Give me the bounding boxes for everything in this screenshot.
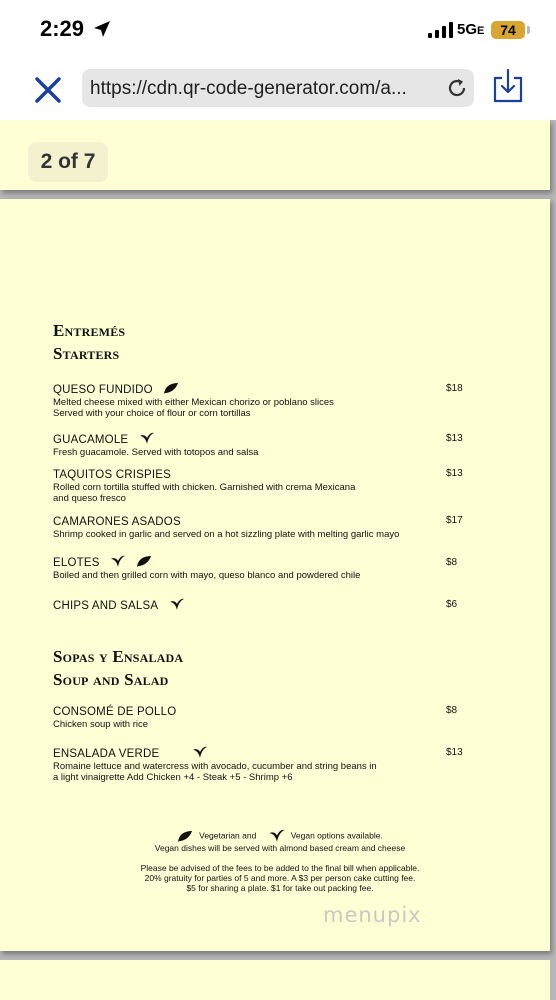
item-description: Boiled and then grilled corn with mayo, queso blanco and powdered chile: [53, 570, 361, 581]
item-price: $6: [446, 599, 458, 610]
item-price: $8: [446, 557, 458, 568]
share-icon[interactable]: [492, 68, 524, 104]
item-description: Melted cheese mixed with either Mexican chorizo or poblano slices: [53, 397, 334, 408]
fees-line: $5 for sharing a plate. $1 for take out packing fee.: [186, 883, 374, 893]
vegetarian-leaf-icon: [163, 382, 179, 395]
status-time: 2:29: [40, 16, 85, 41]
item-price: $13: [446, 433, 463, 444]
page-indicator: 2 of 7: [28, 142, 108, 182]
item-price: $13: [446, 468, 463, 479]
battery-indicator: 74: [491, 21, 525, 39]
close-icon[interactable]: [30, 72, 66, 108]
item-price: $17: [446, 515, 463, 526]
reload-icon[interactable]: [446, 77, 468, 99]
item-price: $13: [446, 747, 463, 758]
menu-item: [53, 596, 493, 614]
url-field[interactable]: [82, 69, 474, 107]
menu-item: [53, 744, 493, 783]
diet-legend: [90, 829, 470, 853]
battery-tip: [527, 26, 530, 34]
menu-item: [53, 512, 493, 541]
vegan-leaf-icon: [139, 432, 155, 445]
section-title-es: Entremés: [53, 321, 126, 340]
section-title-es: Sopas y Ensalada: [53, 647, 184, 666]
section-title-en: Soup and Salad: [53, 670, 169, 689]
pdf-viewer[interactable]: [0, 120, 556, 1000]
vegan-leaf-icon: [267, 829, 287, 843]
item-description: Fresh guacamole. Served with totopos and salsa: [53, 447, 259, 458]
item-description: Chicken soup with rice: [53, 719, 149, 730]
item-price: $18: [446, 383, 463, 394]
item-description: Rolled corn tortilla stuffed with chicken. Garnished with crema Mexicana: [53, 482, 356, 493]
legend-vegetarian: Vegetarian and: [199, 830, 257, 841]
vegan-leaf-icon: [169, 598, 185, 611]
status-bar: [0, 0, 556, 58]
vegetarian-leaf-icon: [136, 555, 152, 568]
network-type: 5GE: [457, 21, 485, 38]
section-title-en: Starters: [53, 344, 120, 363]
fees-line: Please be advised of the fees to be added to the final bill when applicable.: [140, 863, 420, 873]
menu-item: [53, 702, 493, 731]
watermark: menupix: [323, 903, 422, 927]
cellular-signal-icon: [428, 22, 454, 38]
menu-item: [53, 380, 493, 419]
fees-line: 20% gratuity for parties of 5 and more. A $3 per person cake cutting fee.: [144, 873, 416, 883]
menu-item: [53, 465, 493, 504]
legend-vegan-note: Vegan dishes will be served with almond based cream and cheese: [154, 843, 406, 853]
fees-note: [90, 863, 470, 893]
location-arrow-icon: [93, 20, 111, 38]
next-page: [0, 960, 550, 1000]
item-name: CONSOMÉ DE POLLO: [53, 706, 177, 718]
item-price: $8: [446, 705, 458, 716]
item-name: CHIPS AND SALSA: [53, 600, 159, 612]
item-description: Served with your choice of flour or corn tortillas: [53, 407, 251, 419]
vegetarian-leaf-icon: [177, 830, 193, 843]
item-name: QUESO FUNDIDO: [53, 384, 153, 396]
item-description: Shrimp cooked in garlic and served on a hot sizzling plate with melting garlic mayo: [53, 529, 400, 540]
url-text: https://cdn.qr-code-generator.com/a...: [90, 78, 407, 99]
item-name: ELOTES: [53, 557, 100, 569]
item-name: TAQUITOS CRISPIES: [53, 469, 171, 481]
item-description: and queso fresco: [53, 492, 126, 504]
item-name: CAMARONES ASADOS: [53, 516, 181, 528]
vegan-leaf-icon: [192, 746, 208, 759]
previous-page: [0, 120, 550, 190]
menu-item: [53, 553, 493, 582]
menu-item: [53, 430, 493, 459]
item-name: ENSALADA VERDE: [53, 748, 160, 760]
browser-address-bar: [0, 58, 556, 120]
item-description: a light vinaigrette Add Chicken +4 - Steak +5 - Shrimp +6: [53, 771, 293, 783]
menu-page: [0, 199, 550, 951]
item-name: GUACAMOLE: [53, 434, 129, 446]
item-description: Romaine lettuce and watercress with avocado, cucumber and string beans in: [53, 761, 377, 772]
legend-vegan: Vegan options available.: [290, 830, 383, 841]
vegan-leaf-icon: [110, 555, 126, 568]
